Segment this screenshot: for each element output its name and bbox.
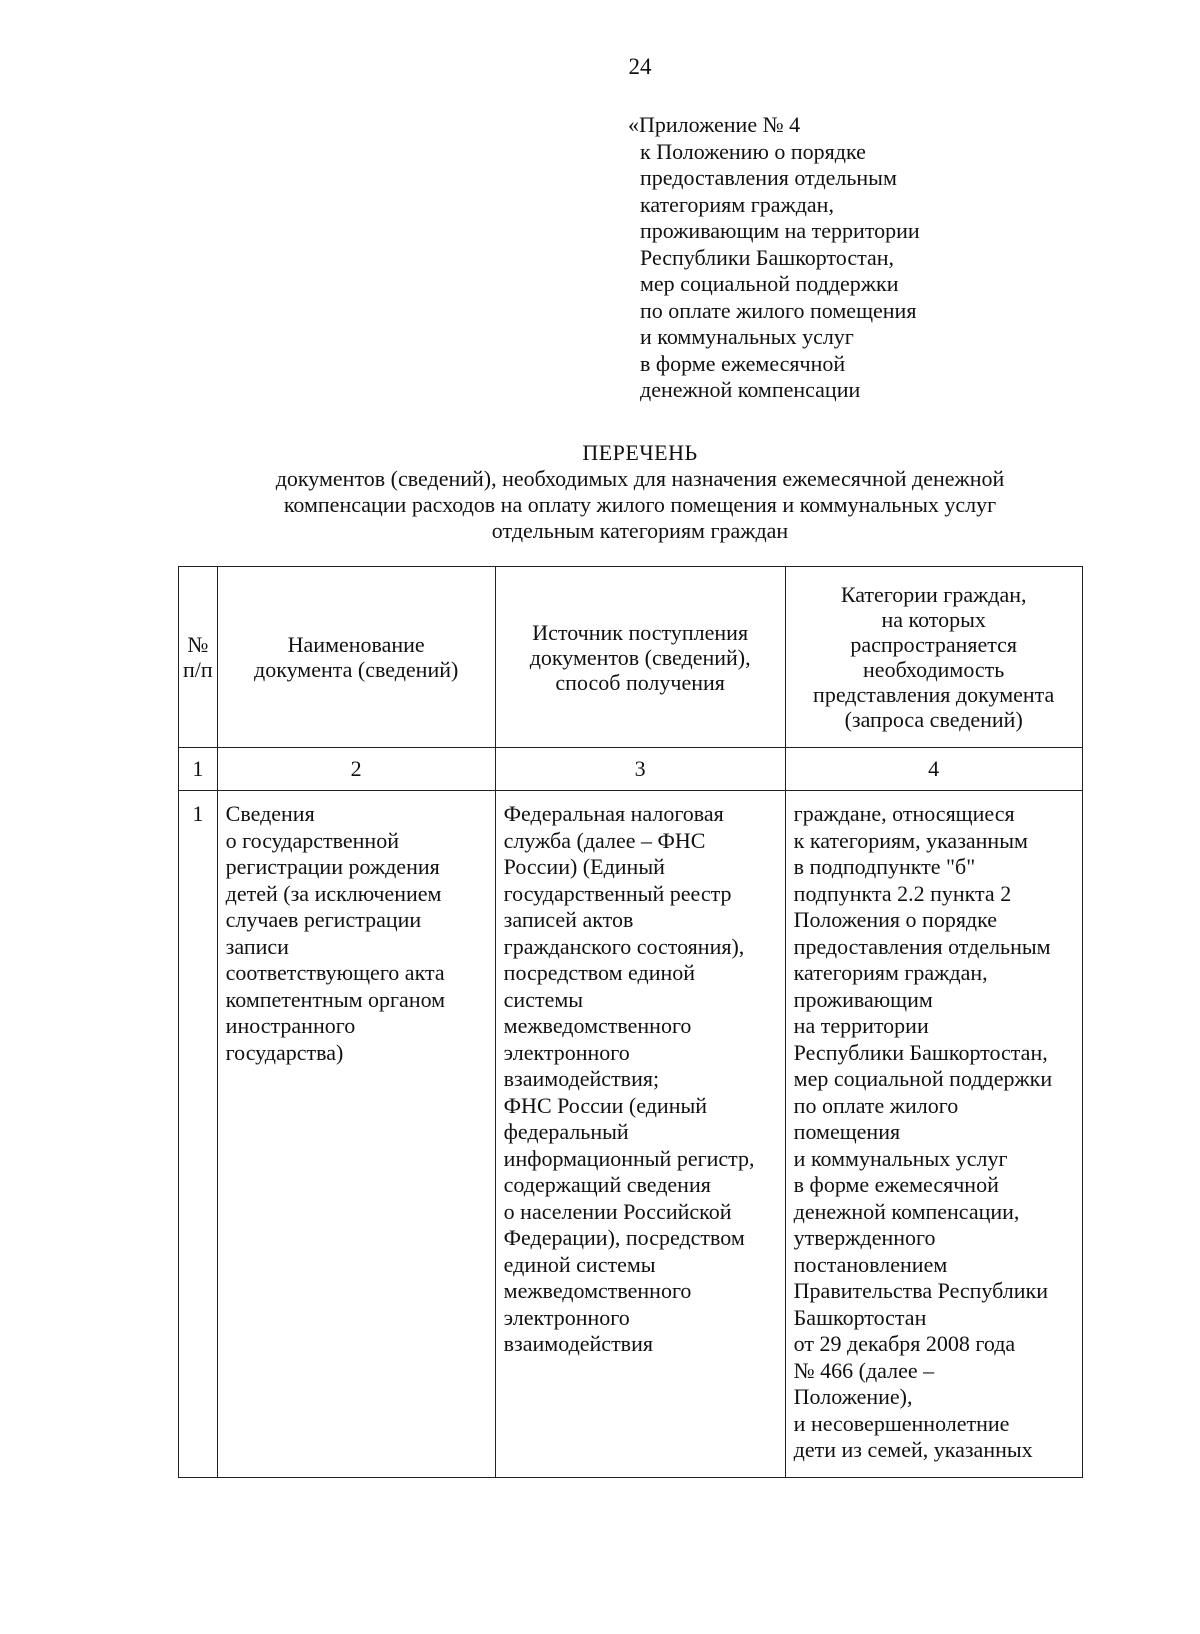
table-header-row [179, 567, 1083, 748]
cell-line: Башкортостан [793, 1304, 927, 1330]
header-text: способ получения [555, 669, 725, 695]
title-heading: ПЕРЕЧЕНЬ [582, 440, 698, 465]
cell-line: служба (далее – ФНС [503, 827, 706, 853]
cell-line: Положения о порядке [793, 907, 998, 932]
appendix-line: «Приложение № 4 [628, 112, 801, 137]
cell-line: иностранного [225, 1013, 356, 1038]
cell-line: помещения [793, 1119, 901, 1144]
header-categories [785, 567, 1082, 748]
cell-line: межведомственного [503, 1278, 692, 1303]
header-number [179, 567, 218, 748]
column-number-row [179, 748, 1083, 791]
header-text: представления документа [813, 682, 1055, 707]
column-number: 1 [179, 748, 218, 791]
header-text: (запроса сведений) [844, 707, 1023, 732]
cell-line: соответствующего акта [225, 960, 445, 985]
column-number: 3 [495, 748, 785, 791]
cell-line: Сведения [225, 801, 315, 826]
cell-line: записи [225, 933, 289, 959]
cell-line: дети из семей, указанных [793, 1437, 1033, 1462]
appendix-line: мер социальной поддержки [640, 271, 899, 296]
cell-line: Федеральная налоговая [503, 801, 724, 826]
cell-line: Правительства Республики [793, 1278, 1048, 1303]
cell-line: в подподпункте "б" [793, 854, 976, 879]
cell-line: от 29 декабря 2008 года [793, 1331, 1016, 1356]
appendix-line: по оплате жилого помещения [640, 297, 917, 323]
title-line: отдельным категориям граждан [491, 518, 789, 543]
cell-line: к категориям, указанным [793, 827, 1028, 853]
title-line: компенсации расходов на оплату жилого помещения и коммунальных услуг [283, 492, 997, 517]
cell-line: предоставления отдельным [793, 933, 1051, 959]
header-text: распространяется [850, 632, 1018, 657]
cell-line: компетентным органом [225, 986, 446, 1012]
header-text: Наименование [287, 632, 425, 657]
document-title [180, 440, 1100, 544]
appendix-line: проживающим на территории [640, 218, 920, 243]
cell-line: федеральный [503, 1119, 629, 1144]
cell-line: электронного [503, 1304, 630, 1330]
row-number: 1 [179, 791, 218, 1478]
cell-line: записей актов [503, 907, 634, 932]
cell-line: на территории [793, 1013, 929, 1038]
column-number: 4 [785, 748, 1082, 791]
cell-line: России) (Единый [503, 854, 665, 879]
cell-line: государственный реестр [503, 880, 732, 906]
cell-line: регистрации рождения [225, 854, 440, 879]
cell-line: по оплате жилого [793, 1092, 959, 1118]
cell-line: электронного [503, 1039, 630, 1065]
cell-line: Республики Башкортостан, [793, 1039, 1048, 1065]
cell-line: ФНС России (единый [503, 1092, 708, 1118]
cell-line: системы [503, 986, 584, 1012]
cell-line: детей (за исключением [225, 880, 442, 906]
cell-line: проживающим [793, 986, 933, 1012]
cell-line: утвержденного [793, 1225, 936, 1250]
cell-line: гражданского состояния), [503, 933, 745, 959]
appendix-line: и коммунальных услуг [640, 324, 854, 349]
table-row [179, 791, 1083, 1478]
title-line: документов (сведений), необходимых для назначения ежемесячной денежной [275, 466, 1005, 491]
cell-line: о государственной [225, 827, 399, 853]
cell-line: и коммунальных услуг [793, 1145, 1008, 1171]
cell-line: подпункта 2.2 пункта 2 [793, 880, 1012, 906]
cell-line: постановлением [793, 1251, 948, 1277]
row-categories [785, 791, 1082, 1478]
cell-line: содержащий сведения [503, 1172, 711, 1197]
row-source [495, 791, 785, 1478]
header-text: Категории граждан, [840, 582, 1027, 607]
appendix-line: предоставления отдельным [640, 165, 897, 190]
header-text: № [187, 632, 209, 657]
cell-line: посредством единой [503, 960, 696, 985]
header-text: п/п [183, 657, 213, 682]
appendix-line: к Положению о порядке [640, 138, 866, 164]
cell-line: государства) [225, 1039, 344, 1065]
cell-line: и несовершеннолетние [793, 1410, 1010, 1436]
header-text: документа (сведений) [254, 657, 459, 682]
header-text: на которых [881, 607, 986, 632]
header-text: необходимость [863, 657, 1005, 682]
column-number: 2 [217, 748, 495, 791]
cell-line: единой системы [503, 1251, 656, 1277]
cell-line: о населении Российской [503, 1198, 732, 1224]
cell-line: № 466 (далее – [793, 1357, 935, 1383]
cell-line: Федерации), посредством [503, 1225, 745, 1250]
cell-line: взаимодействия; [503, 1066, 660, 1091]
cell-line: межведомственного [503, 1013, 692, 1038]
cell-line: информационный регистр, [503, 1145, 755, 1171]
row-document-name [217, 791, 495, 1478]
appendix-line: денежной компенсации [640, 377, 861, 402]
cell-line: Положение), [793, 1384, 913, 1409]
header-text: документов (сведений), [529, 644, 751, 670]
header-source [495, 567, 785, 748]
cell-line: граждане, относящиеся [793, 801, 1015, 826]
appendix-line: в форме ежемесячной [640, 350, 846, 376]
header-text: Источник поступления [532, 619, 749, 645]
page-number: 24 [628, 54, 652, 79]
appendix-line: категориям граждан, [640, 191, 834, 217]
cell-line: взаимодействия [503, 1331, 653, 1356]
appendix-note [628, 112, 1060, 404]
cell-line: мер социальной поддержки [793, 1066, 1053, 1091]
cell-line: случаев регистрации [225, 907, 422, 932]
header-document-name [217, 567, 495, 748]
cell-line: денежной компенсации, [793, 1198, 1020, 1224]
documents-table [178, 566, 1083, 1478]
cell-line: категориям граждан, [793, 960, 988, 985]
cell-line: в форме ежемесячной [793, 1172, 999, 1197]
appendix-line: Республики Башкортостан, [640, 244, 895, 270]
